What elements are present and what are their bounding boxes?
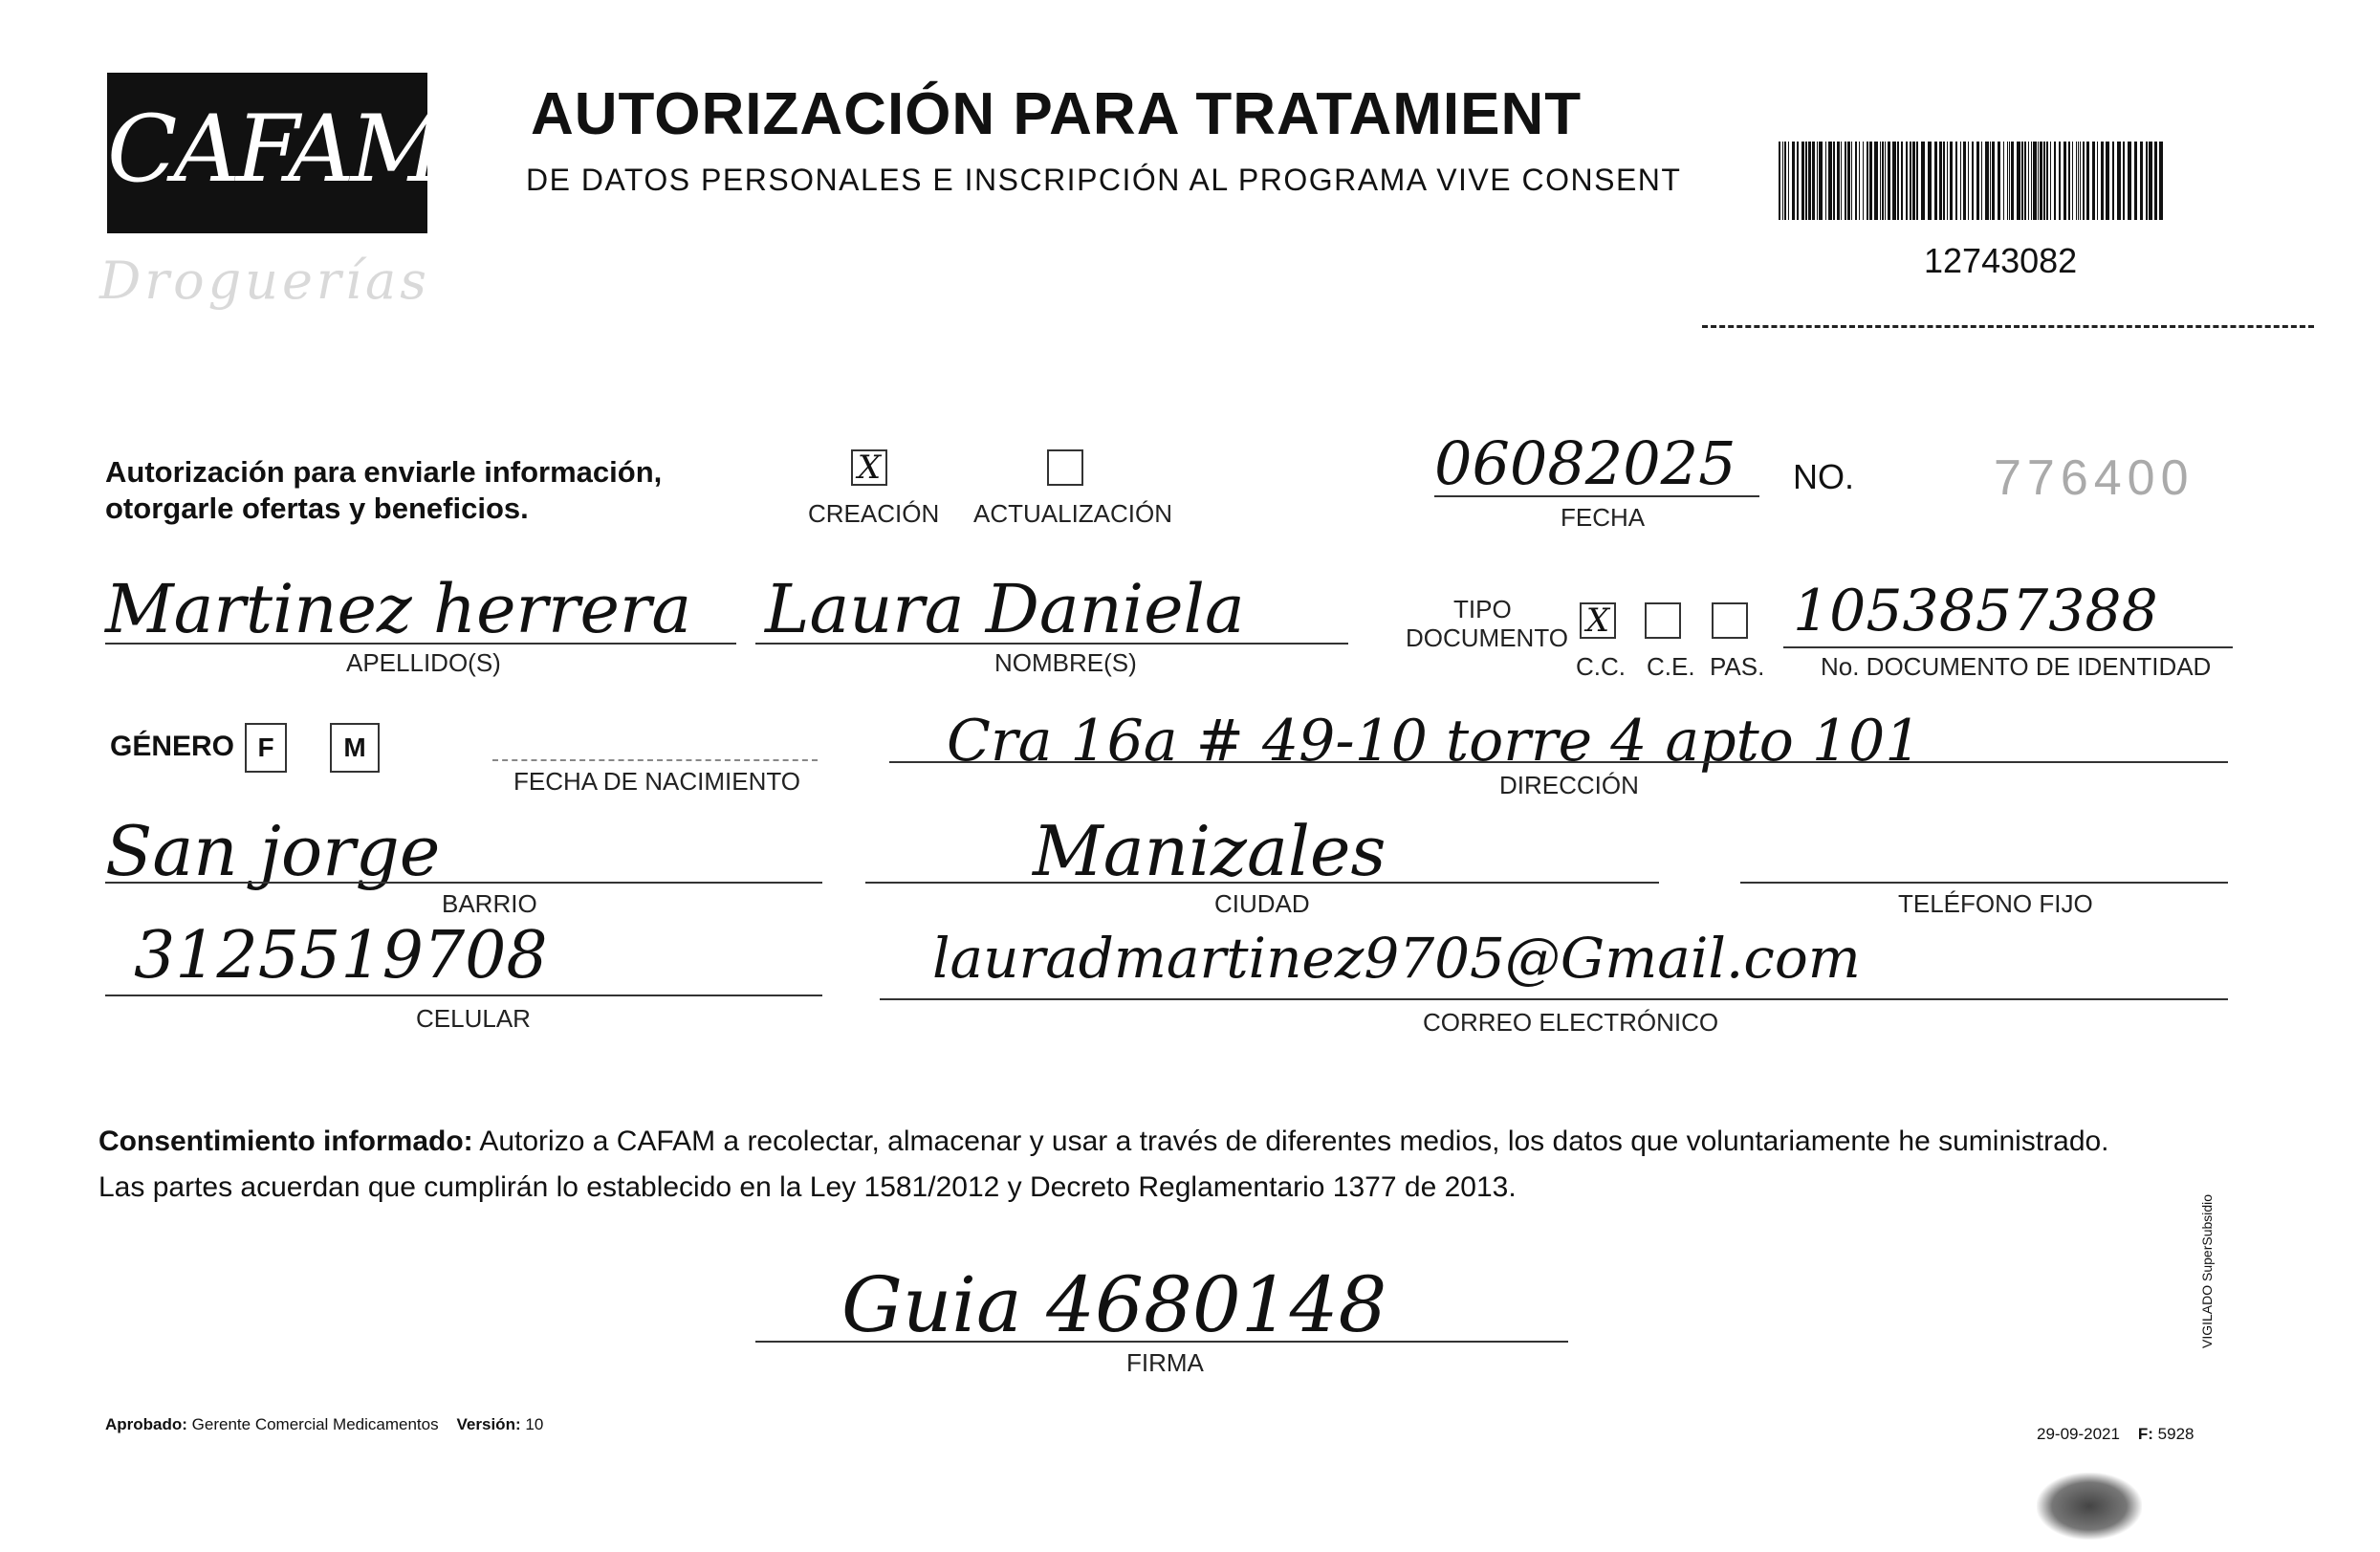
barcode-bar bbox=[1921, 142, 1925, 220]
creacion-checkbox[interactable] bbox=[851, 449, 887, 486]
telefono-label: TELÉFONO FIJO bbox=[1898, 889, 2093, 918]
barcode-bar bbox=[2028, 142, 2029, 220]
consent-line-1 bbox=[98, 1119, 2109, 1165]
barcode-bar bbox=[2031, 142, 2032, 220]
version-label: Versión: bbox=[456, 1415, 521, 1433]
barcode-bar bbox=[1992, 142, 1995, 220]
barcode-bar bbox=[2054, 142, 2056, 220]
barcode-bar bbox=[1845, 142, 1846, 220]
logo-subtitle: Droguerías bbox=[99, 251, 430, 311]
ce-label: C.E. bbox=[1647, 652, 1695, 681]
no-value: 776400 bbox=[1994, 450, 2194, 506]
barcode-bar bbox=[1792, 142, 1795, 220]
fecha-value: 06082025 bbox=[1434, 428, 1736, 498]
consent-title: Consentimiento informado: bbox=[98, 1126, 473, 1157]
barcode-bar bbox=[1960, 142, 1961, 220]
barcode-bar bbox=[1901, 142, 1903, 220]
barrio-value: San jorge bbox=[105, 811, 441, 891]
barcode-bar bbox=[1912, 142, 1915, 220]
ciudad-line bbox=[865, 882, 1659, 884]
celular-line bbox=[105, 995, 822, 996]
barcode-bar bbox=[2078, 142, 2079, 220]
barcode-bar bbox=[1916, 142, 1918, 220]
f-label: F: bbox=[2137, 1425, 2153, 1443]
barcode-bar bbox=[1947, 142, 1948, 220]
barcode-bar bbox=[2017, 142, 2020, 220]
barcode-bar bbox=[2117, 142, 2121, 220]
nacimiento-label: FECHA DE NACIMIENTO bbox=[513, 767, 801, 796]
barcode-bar bbox=[1880, 142, 1881, 220]
barcode-bar bbox=[2038, 142, 2039, 220]
cc-label: C.C. bbox=[1576, 652, 1626, 681]
barcode-bar bbox=[1950, 142, 1953, 220]
footer-approved bbox=[105, 1415, 543, 1434]
barcode-bar bbox=[1851, 142, 1852, 220]
barcode-bar bbox=[1788, 142, 1789, 220]
barcode-bar bbox=[2112, 142, 2114, 220]
f-value: 5928 bbox=[2157, 1425, 2194, 1443]
signature-label: FIRMA bbox=[1126, 1348, 1204, 1377]
barcode-bar bbox=[2080, 142, 2081, 220]
barcode-bar bbox=[2024, 142, 2026, 220]
direccion-value: Cra 16a # 49-10 torre 4 apto 101 bbox=[947, 708, 1922, 775]
barcode-bar bbox=[1817, 142, 1818, 220]
barcode-bar bbox=[1867, 142, 1868, 220]
ciudad-value: Manizales bbox=[1033, 811, 1387, 891]
barcode-bar bbox=[1874, 142, 1878, 220]
barcode-bar bbox=[1859, 142, 1860, 220]
creacion-check-mark: X bbox=[857, 448, 882, 487]
barcode-bar bbox=[1812, 142, 1815, 220]
correo-label: CORREO ELECTRÓNICO bbox=[1423, 1008, 1719, 1037]
creacion-label: CREACIÓN bbox=[808, 499, 940, 528]
barcode-bar bbox=[1906, 142, 1908, 220]
barcode bbox=[1779, 142, 2171, 220]
barcode-bar bbox=[1869, 142, 1872, 220]
barcode-bar bbox=[1784, 142, 1786, 220]
barcode-bar bbox=[2072, 142, 2073, 220]
barcode-bar bbox=[2140, 142, 2143, 220]
version-value: 10 bbox=[525, 1415, 544, 1433]
signature-line bbox=[755, 1341, 1568, 1343]
document-subtitle: DE DATOS PERSONALES E INSCRIPCIÓN AL PROGRAMA VIVE CONSENT bbox=[526, 163, 1682, 197]
barcode-bar bbox=[2021, 142, 2023, 220]
direccion-label: DIRECCIÓN bbox=[1499, 771, 1639, 799]
barcode-bar bbox=[1863, 142, 1864, 220]
barcode-bar bbox=[1998, 142, 2000, 220]
cc-checkbox[interactable] bbox=[1580, 602, 1616, 639]
documento-line bbox=[1783, 646, 2233, 648]
barcode-bar bbox=[2007, 142, 2008, 220]
direccion-line bbox=[889, 761, 2228, 763]
barcode-bar bbox=[2106, 142, 2109, 220]
barcode-bar bbox=[2063, 142, 2066, 220]
barcode-bar bbox=[1990, 142, 1991, 220]
apellidos-label: APELLIDO(S) bbox=[346, 648, 501, 677]
intro-line-2: otorgarle ofertas y beneficios. bbox=[105, 492, 529, 525]
barcode-bar bbox=[2083, 142, 2085, 220]
barcode-bar bbox=[1985, 142, 1989, 220]
aprobado-value: Gerente Comercial Medicamentos bbox=[191, 1415, 439, 1433]
barcode-bar bbox=[1963, 142, 1966, 220]
ciudad-label: CIUDAD bbox=[1214, 889, 1310, 918]
footer-date-value: 29-09-2021 bbox=[2037, 1425, 2120, 1443]
barcode-bar bbox=[2043, 142, 2045, 220]
pas-checkbox[interactable] bbox=[1712, 602, 1748, 639]
barcode-bar bbox=[1825, 142, 1826, 220]
barcode-bar bbox=[2149, 142, 2152, 220]
barcode-bar bbox=[1888, 142, 1890, 220]
nombres-value: Laura Daniela bbox=[765, 570, 1245, 648]
barcode-bar bbox=[2123, 142, 2125, 220]
documento-label: No. DOCUMENTO DE IDENTIDAD bbox=[1821, 652, 2212, 681]
barrio-line bbox=[105, 882, 822, 884]
barcode-bar bbox=[2159, 142, 2163, 220]
barcode-bar bbox=[1797, 142, 1799, 220]
ce-checkbox[interactable] bbox=[1645, 602, 1681, 639]
barcode-bar bbox=[1897, 142, 1899, 220]
stamp-smudge bbox=[2037, 1473, 2142, 1540]
tipo-label-2: DOCUMENTO bbox=[1406, 623, 1568, 652]
documento-value: 1053857388 bbox=[1793, 578, 2158, 645]
correo-line bbox=[880, 998, 2228, 1000]
barcode-bar bbox=[2050, 142, 2051, 220]
barcode-bar bbox=[2068, 142, 2070, 220]
fecha-label: FECHA bbox=[1561, 503, 1646, 532]
document-title: AUTORIZACIÓN PARA TRATAMIENT bbox=[531, 81, 1583, 147]
nombres-label: NOMBRE(S) bbox=[994, 648, 1137, 677]
cafam-logo: CAFAM bbox=[107, 96, 441, 203]
barcode-bar bbox=[1885, 142, 1886, 220]
barcode-bar bbox=[1837, 142, 1840, 220]
barcode-bar bbox=[1782, 142, 1783, 220]
barcode-bar bbox=[2101, 142, 2104, 220]
barcode-bar bbox=[2059, 142, 2061, 220]
consent-text-1: Autorizo a CAFAM a recolectar, almacenar y usar a través de diferentes medios, los datos que voluntariamente he suministrado. bbox=[472, 1126, 2109, 1157]
tipo-label-1: TIPO bbox=[1453, 595, 1512, 623]
barcode-bar bbox=[2146, 142, 2148, 220]
nacimiento-line bbox=[492, 759, 818, 761]
barcode-bar bbox=[1910, 142, 1911, 220]
barcode-bar bbox=[1855, 142, 1857, 220]
barcode-bar bbox=[1972, 142, 1974, 220]
barcode-number: 12743082 bbox=[1924, 241, 2078, 280]
aprobado-label: Aprobado: bbox=[105, 1415, 187, 1433]
no-label: NO. bbox=[1793, 457, 1855, 496]
pas-label: PAS. bbox=[1710, 652, 1765, 681]
barcode-bar bbox=[1847, 142, 1850, 220]
celular-value: 3125519708 bbox=[134, 918, 548, 994]
barrio-label: BARRIO bbox=[442, 889, 537, 918]
barcode-bar bbox=[1819, 142, 1823, 220]
barcode-bar bbox=[2086, 142, 2089, 220]
genero-m-box[interactable]: M bbox=[330, 723, 380, 773]
genero-f-box[interactable]: F bbox=[245, 723, 287, 773]
barcode-bar bbox=[1939, 142, 1942, 220]
barcode-bar bbox=[1981, 142, 1982, 220]
cut-line bbox=[1702, 325, 2314, 328]
barcode-bar bbox=[2011, 142, 2014, 220]
correo-value: lauradmartinez9705@Gmail.com bbox=[932, 926, 1861, 991]
vigilado-label: VIGILADO SuperSubsidio bbox=[2199, 1193, 2215, 1348]
barcode-bar bbox=[1882, 142, 1884, 220]
barcode-bar bbox=[1976, 142, 1979, 220]
actualizacion-checkbox[interactable] bbox=[1047, 449, 1083, 486]
barcode-bar bbox=[2046, 142, 2048, 220]
barcode-bar bbox=[2009, 142, 2010, 220]
footer-date bbox=[2037, 1425, 2194, 1444]
barcode-bar bbox=[2092, 142, 2095, 220]
actualizacion-label: ACTUALIZACIÓN bbox=[973, 499, 1173, 528]
barcode-bar bbox=[1928, 142, 1932, 220]
signature-value: Guia 4680148 bbox=[841, 1260, 1387, 1349]
barcode-bar bbox=[2033, 142, 2037, 220]
fecha-line bbox=[1434, 495, 1759, 497]
barcode-bar bbox=[1808, 142, 1811, 220]
apellidos-line bbox=[105, 643, 736, 645]
barcode-bar bbox=[1892, 142, 1896, 220]
apellidos-value: Martinez herrera bbox=[105, 570, 692, 648]
nombres-line bbox=[755, 643, 1348, 645]
barcode-bar bbox=[1841, 142, 1842, 220]
barcode-bar bbox=[2134, 142, 2137, 220]
barcode-bar bbox=[2076, 142, 2077, 220]
barcode-bar bbox=[1955, 142, 1957, 220]
barcode-bar bbox=[1968, 142, 1969, 220]
barcode-bar bbox=[2040, 142, 2042, 220]
consent-line-2: Las partes acuerdan que cumplirán lo establecido en la Ley 1581/2012 y Decreto Reglamentario 1377 de 2013. bbox=[98, 1171, 1517, 1203]
telefono-line bbox=[1740, 882, 2228, 884]
intro-line-1: Autorización para enviarle información, bbox=[105, 455, 663, 489]
genero-label: GÉNERO bbox=[110, 731, 235, 762]
barcode-bar bbox=[1934, 142, 1937, 220]
barcode-bar bbox=[2154, 142, 2157, 220]
barcode-bar bbox=[2003, 142, 2004, 220]
cc-check-mark: X bbox=[1585, 601, 1610, 640]
barcode-bar bbox=[1801, 142, 1804, 220]
barcode-bar bbox=[1779, 142, 1780, 220]
barcode-bar bbox=[1805, 142, 1807, 220]
barcode-bar bbox=[1833, 142, 1835, 220]
barcode-bar bbox=[2128, 142, 2131, 220]
barcode-bar bbox=[1943, 142, 1945, 220]
barcode-bar bbox=[2097, 142, 2098, 220]
barcode-bar bbox=[1828, 142, 1832, 220]
celular-label: CELULAR bbox=[416, 1004, 531, 1033]
